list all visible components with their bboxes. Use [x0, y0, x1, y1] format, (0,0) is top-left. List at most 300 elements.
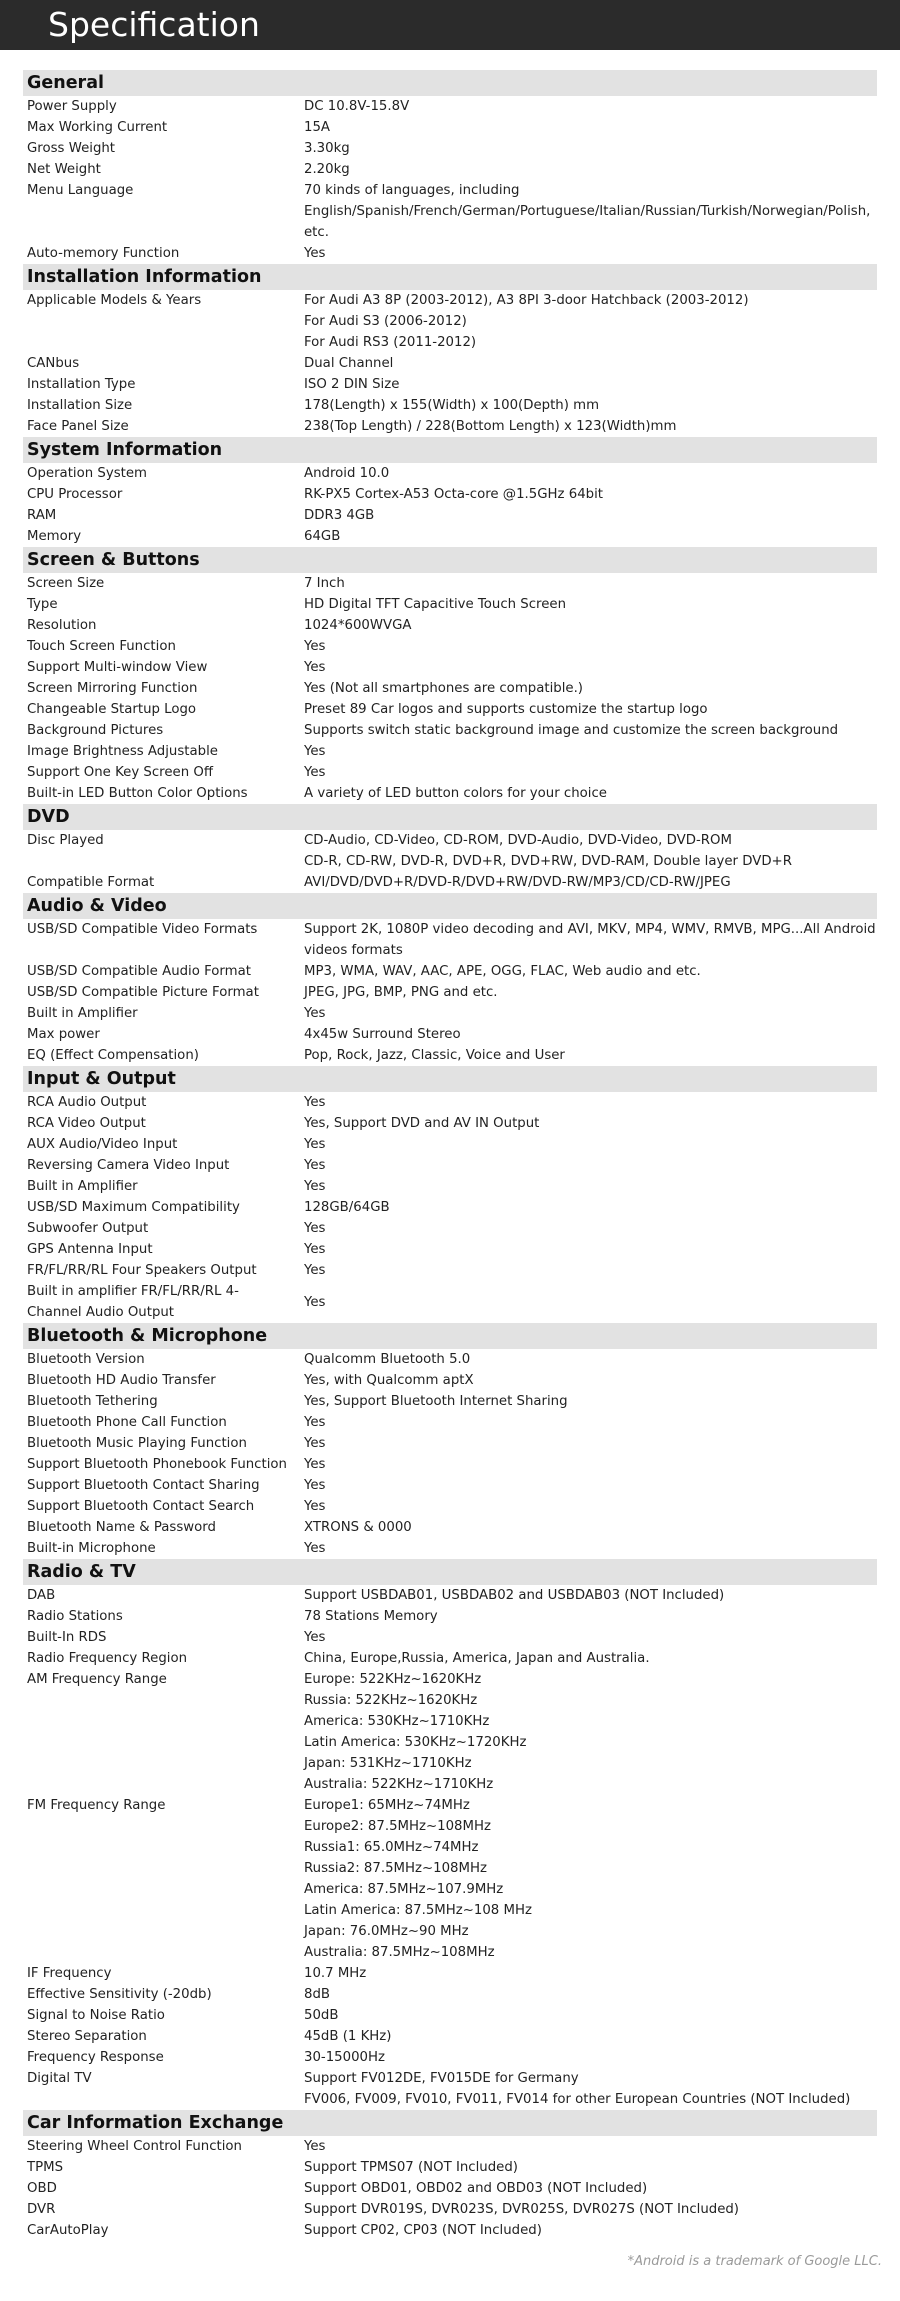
spec-label: Compatible Format	[27, 875, 155, 890]
spec-label: Support Multi-window View	[27, 660, 208, 675]
spec-value	[304, 982, 877, 1003]
section-title: Bluetooth & Microphone	[23, 1323, 877, 1349]
spec-value-line: Support DVR019S, DVR023S, DVR025S, DVR027S (NOT Included)	[304, 2202, 739, 2217]
spec-label: Disc Played	[27, 833, 104, 848]
spec-row	[23, 1433, 877, 1454]
spec-row	[23, 1197, 877, 1218]
spec-value-line: Russia: 522KHz~1620KHz	[304, 1693, 478, 1708]
spec-value-line: America: 87.5MHz~107.9MHz	[304, 1882, 504, 1897]
spec-value	[304, 243, 877, 264]
spec-value-line: Yes	[304, 765, 326, 780]
spec-label: Touch Screen Function	[27, 639, 176, 654]
spec-value-line: Yes	[304, 1436, 326, 1451]
spec-label: Installation Type	[27, 377, 136, 392]
spec-row	[23, 982, 877, 1003]
spec-row	[23, 1370, 877, 1391]
spec-row	[23, 395, 877, 416]
spec-value	[304, 1370, 877, 1391]
spec-value-line: Yes	[304, 1006, 326, 1021]
spec-value-line: Support TPMS07 (NOT Included)	[304, 2160, 518, 2175]
spec-row	[23, 872, 877, 893]
spec-value-line: Yes	[304, 744, 326, 759]
spec-label: Memory	[27, 529, 82, 544]
spec-row	[23, 2157, 877, 2178]
spec-value-line: Japan: 76.0MHz~90 MHz	[304, 1924, 469, 1939]
spec-row	[23, 1606, 877, 1627]
spec-row	[23, 1349, 877, 1370]
spec-row	[23, 961, 877, 982]
spec-label: FM Frequency Range	[27, 1798, 166, 1813]
spec-row	[23, 243, 877, 264]
section-title: Input & Output	[23, 1066, 877, 1092]
spec-row	[23, 657, 877, 678]
spec-value-line: Yes	[304, 1158, 326, 1173]
spec-value-line: Yes	[304, 1221, 326, 1236]
spec-label: Bluetooth Tethering	[27, 1394, 158, 1409]
spec-value-line: etc.	[304, 225, 329, 240]
spec-value	[304, 919, 877, 961]
spec-row	[23, 1155, 877, 1176]
spec-value-line: For Audi A3 8P (2003-2012), A3 8PI 3-door Hatchback (2003-2012)	[304, 293, 749, 308]
spec-label: Gross Weight	[27, 141, 116, 156]
spec-value-line: Yes	[304, 1294, 326, 1310]
spec-value	[304, 1795, 877, 1963]
trademark-note: *Android is a trademark of Google LLC.	[627, 2254, 882, 2269]
spec-value	[304, 1454, 877, 1475]
spec-label: Subwoofer Output	[27, 1221, 149, 1236]
spec-value-line: 50dB	[304, 2008, 339, 2023]
spec-value	[304, 374, 877, 395]
spec-value-line: 178(Length) x 155(Width) x 100(Depth) mm	[304, 398, 600, 413]
spec-row	[23, 1024, 877, 1045]
spec-value	[304, 138, 877, 159]
spec-label: Operation System	[27, 466, 147, 481]
section-title: System Information	[23, 437, 877, 463]
spec-value	[304, 395, 877, 416]
spec-value	[304, 117, 877, 138]
spec-value	[304, 783, 877, 804]
spec-value	[304, 463, 877, 484]
spec-value-line: Yes	[304, 1541, 326, 1556]
spec-row	[23, 1648, 877, 1669]
spec-row	[23, 1984, 877, 2005]
spec-label: Support Bluetooth Contact Search	[27, 1499, 255, 1514]
spec-value-line: Yes	[304, 660, 326, 675]
spec-value-line: English/Spanish/French/German/Portuguese/Italian/Russian/Turkish/Norwegian/Polish,	[304, 204, 871, 219]
spec-value	[304, 1412, 877, 1433]
spec-label: Installation Size	[27, 398, 133, 413]
spec-value	[304, 2199, 877, 2220]
spec-value-line: China, Europe,Russia, America, Japan and Australia.	[304, 1651, 650, 1666]
spec-label: Frequency Response	[27, 2050, 164, 2065]
spec-value	[304, 2220, 877, 2241]
section-title: DVD	[23, 804, 877, 830]
spec-value-line: Preset 89 Car logos and supports customize the startup logo	[304, 702, 708, 717]
spec-value-line: FV006, FV009, FV010, FV011, FV014 for other European Countries (NOT Included)	[304, 2092, 851, 2107]
spec-label: EQ (Effect Compensation)	[27, 1048, 199, 1063]
spec-row	[23, 180, 877, 243]
spec-value	[304, 830, 877, 872]
spec-value	[304, 1003, 877, 1024]
spec-label: Steering Wheel Control Function	[27, 2139, 242, 2154]
spec-row	[23, 783, 877, 804]
spec-label: Built-In RDS	[27, 1630, 107, 1645]
spec-value-line: 2.20kg	[304, 162, 350, 177]
spec-value	[304, 872, 877, 893]
spec-value	[304, 1963, 877, 1984]
spec-value	[304, 1113, 877, 1134]
spec-row	[23, 290, 877, 353]
spec-row	[23, 2047, 877, 2068]
spec-value-line: Yes	[304, 1137, 326, 1152]
spec-value-line: Yes	[304, 2139, 326, 2154]
spec-row	[23, 1113, 877, 1134]
spec-row	[23, 463, 877, 484]
spec-row	[23, 353, 877, 374]
spec-label: Effective Sensitivity (-20db)	[27, 1987, 212, 2002]
spec-value	[304, 416, 877, 437]
spec-value-line: Supports switch static background image and customize the screen background	[304, 723, 839, 738]
spec-label: Radio Stations	[27, 1609, 123, 1624]
spec-value-line: Yes	[304, 1499, 326, 1514]
spec-value-line: videos formats	[304, 943, 403, 958]
spec-label: CANbus	[27, 356, 80, 371]
spec-row	[23, 96, 877, 117]
spec-value	[304, 1024, 877, 1045]
spec-value	[304, 1984, 877, 2005]
spec-value-line: DC 10.8V-15.8V	[304, 99, 410, 114]
spec-row	[23, 1475, 877, 1496]
spec-value-line: America: 530KHz~1710KHz	[304, 1714, 490, 1729]
spec-row	[23, 2068, 877, 2110]
spec-value-line: 3.30kg	[304, 141, 350, 156]
spec-value-line: Latin America: 530KHz~1720KHz	[304, 1735, 527, 1750]
spec-label: RCA Audio Output	[27, 1095, 147, 1110]
spec-row	[23, 505, 877, 526]
spec-row	[23, 762, 877, 783]
spec-label: Max power	[27, 1027, 100, 1042]
spec-label: Support Bluetooth Phonebook Function	[27, 1457, 287, 1472]
spec-value-line: Support 2K, 1080P video decoding and AVI, MKV, MP4, WMV, RMVB, MPG...All Android	[304, 922, 876, 937]
spec-value-line: Yes	[304, 1242, 326, 1257]
spec-row	[23, 720, 877, 741]
spec-value-line: Russia2: 87.5MHz~108MHz	[304, 1861, 487, 1876]
spec-row	[23, 2220, 877, 2241]
spec-value	[304, 180, 877, 243]
spec-row	[23, 1260, 877, 1281]
spec-label: Radio Frequency Region	[27, 1651, 188, 1666]
spec-value-line: MP3, WMA, WAV, AAC, APE, OGG, FLAC, Web audio and etc.	[304, 964, 701, 979]
spec-row	[23, 1391, 877, 1412]
spec-value-line: CD-Audio, CD-Video, CD-ROM, DVD-Audio, DVD-Video, DVD-ROM	[304, 833, 732, 848]
spec-row	[23, 2136, 877, 2157]
spec-value	[304, 2068, 877, 2110]
spec-value	[304, 1045, 877, 1066]
spec-row	[23, 159, 877, 180]
spec-value-line: Support OBD01, OBD02 and OBD03 (NOT Included)	[304, 2181, 648, 2196]
section-title: Installation Information	[23, 264, 877, 290]
spec-value	[304, 1606, 877, 1627]
spec-value-line: HD Digital TFT Capacitive Touch Screen	[304, 597, 567, 612]
spec-value	[304, 741, 877, 762]
spec-label: Background Pictures	[27, 723, 164, 738]
spec-value-line: Yes	[304, 1457, 326, 1472]
spec-value	[304, 2026, 877, 2047]
spec-value-line: Yes	[304, 1179, 326, 1194]
spec-value-line: Yes	[304, 1263, 326, 1278]
spec-row	[23, 1218, 877, 1239]
spec-value-line: 1024*600WVGA	[304, 618, 412, 633]
spec-row	[23, 117, 877, 138]
spec-value-line: XTRONS & 0000	[304, 1520, 412, 1535]
spec-value-line: Japan: 531KHz~1710KHz	[304, 1756, 472, 1771]
spec-value	[304, 1218, 877, 1239]
spec-label: Resolution	[27, 618, 97, 633]
spec-label: Support One Key Screen Off	[27, 765, 213, 780]
spec-label: OBD	[27, 2181, 57, 2196]
spec-value	[304, 573, 877, 594]
spec-value	[304, 484, 877, 505]
spec-label: Stereo Separation	[27, 2029, 147, 2044]
spec-label: CPU Processor	[27, 487, 123, 502]
spec-label: TPMS	[27, 2160, 64, 2175]
spec-row	[23, 1281, 877, 1323]
spec-value-line: Pop, Rock, Jazz, Classic, Voice and User	[304, 1048, 565, 1063]
spec-value-line: Dual Channel	[304, 356, 394, 371]
spec-row	[23, 678, 877, 699]
spec-row	[23, 1496, 877, 1517]
spec-value-line: For Audi RS3 (2011-2012)	[304, 335, 477, 350]
spec-value-line: For Audi S3 (2006-2012)	[304, 314, 467, 329]
spec-label: GPS Antenna Input	[27, 1242, 153, 1257]
spec-value-line: 64GB	[304, 529, 341, 544]
spec-value	[304, 1239, 877, 1260]
spec-value-line: Yes (Not all smartphones are compatible.)	[304, 681, 583, 696]
spec-label: USB/SD Compatible Picture Format	[27, 985, 259, 1000]
spec-value	[304, 1092, 877, 1113]
spec-value-line: 78 Stations Memory	[304, 1609, 438, 1624]
spec-value-line: Yes	[304, 1478, 326, 1493]
spec-label: CarAutoPlay	[27, 2223, 109, 2238]
spec-value	[304, 1517, 877, 1538]
section-title: Car Information Exchange	[23, 2110, 877, 2136]
spec-row	[23, 573, 877, 594]
spec-value	[304, 1648, 877, 1669]
spec-value-line: 45dB (1 KHz)	[304, 2029, 392, 2044]
spec-label: USB/SD Compatible Audio Format	[27, 964, 251, 979]
spec-label: Applicable Models & Years	[27, 293, 202, 308]
spec-row	[23, 2005, 877, 2026]
spec-value-line: Yes, Support Bluetooth Internet Sharing	[304, 1394, 568, 1409]
spec-label: Screen Mirroring Function	[27, 681, 198, 696]
spec-value-line: 238(Top Length) / 228(Bottom Length) x 123(Width)mm	[304, 419, 677, 434]
spec-row	[23, 1134, 877, 1155]
spec-value-line: Europe1: 65MHz~74MHz	[304, 1798, 470, 1813]
spec-label: Bluetooth HD Audio Transfer	[27, 1373, 216, 1388]
spec-value-line: 15A	[304, 120, 331, 135]
spec-row	[23, 1412, 877, 1433]
spec-value	[304, 1538, 877, 1559]
spec-label: Support Bluetooth Contact Sharing	[27, 1478, 260, 1493]
spec-row	[23, 1795, 877, 1963]
spec-value-line: ISO 2 DIN Size	[304, 377, 400, 392]
spec-value	[304, 2157, 877, 2178]
spec-label: RCA Video Output	[27, 1116, 146, 1131]
spec-label: Bluetooth Music Playing Function	[27, 1436, 247, 1451]
spec-row	[23, 1627, 877, 1648]
spec-label: Signal to Noise Ratio	[27, 2008, 165, 2023]
spec-value-line: JPEG, JPG, BMP, PNG and etc.	[304, 985, 498, 1000]
spec-row	[23, 484, 877, 505]
spec-row	[23, 526, 877, 547]
spec-value-line: 128GB/64GB	[304, 1200, 390, 1215]
spec-label: Built in amplifier FR/FL/RR/RL 4-Channel Audio Output	[27, 1284, 239, 1320]
spec-row	[23, 2026, 877, 2047]
spec-label: Bluetooth Name & Password	[27, 1520, 216, 1535]
spec-row	[23, 1585, 877, 1606]
spec-value	[304, 1475, 877, 1496]
spec-value-line: Support FV012DE, FV015DE for Germany	[304, 2071, 579, 2086]
spec-row	[23, 416, 877, 437]
spec-value-line: Yes	[304, 1415, 326, 1430]
spec-value	[304, 615, 877, 636]
spec-row	[23, 2199, 877, 2220]
spec-value	[304, 2136, 877, 2157]
spec-value	[304, 1391, 877, 1412]
spec-label: DVR	[27, 2202, 56, 2217]
spec-row	[23, 699, 877, 720]
spec-value	[304, 961, 877, 982]
spec-value	[304, 1134, 877, 1155]
spec-value	[304, 762, 877, 783]
page-header	[0, 0, 900, 50]
spec-row	[23, 636, 877, 657]
spec-row	[23, 374, 877, 395]
spec-value-line: 7 Inch	[304, 576, 345, 591]
spec-value-line: DDR3 4GB	[304, 508, 375, 523]
spec-label: Image Brightness Adjustable	[27, 744, 218, 759]
spec-row	[23, 919, 877, 961]
spec-value	[304, 2047, 877, 2068]
spec-value	[304, 1496, 877, 1517]
page-title: Specification	[48, 5, 260, 44]
spec-label: Reversing Camera Video Input	[27, 1158, 230, 1173]
spec-value-line: Qualcomm Bluetooth 5.0	[304, 1352, 471, 1367]
spec-value	[304, 699, 877, 720]
spec-value-line: A variety of LED button colors for your choice	[304, 786, 607, 801]
spec-table	[23, 70, 877, 2241]
section-title: Screen & Buttons	[23, 547, 877, 573]
spec-value-line: Russia1: 65.0MHz~74MHz	[304, 1840, 479, 1855]
spec-row	[23, 741, 877, 762]
spec-label: Face Panel Size	[27, 419, 129, 434]
spec-row	[23, 1963, 877, 1984]
spec-value	[304, 657, 877, 678]
spec-value	[304, 159, 877, 180]
spec-value	[304, 1433, 877, 1454]
spec-value-line: Europe: 522KHz~1620KHz	[304, 1672, 482, 1687]
spec-value	[304, 96, 877, 117]
spec-row	[23, 2178, 877, 2199]
spec-label: Menu Language	[27, 183, 134, 198]
spec-value-line: RK-PX5 Cortex-A53 Octa-core @1.5GHz 64bit	[304, 487, 604, 502]
spec-value-line: AVI/DVD/DVD+R/DVD-R/DVD+RW/DVD-RW/MP3/CD/CD-RW/JPEG	[304, 875, 731, 890]
spec-value-line: 8dB	[304, 1987, 331, 2002]
spec-value-line: CD-R, CD-RW, DVD-R, DVD+R, DVD+RW, DVD-RAM, Double layer DVD+R	[304, 854, 792, 869]
spec-row	[23, 1669, 877, 1795]
spec-value-line: 70 kinds of languages, including	[304, 183, 520, 198]
spec-value-line: 30-15000Hz	[304, 2050, 385, 2065]
spec-value	[304, 353, 877, 374]
spec-row	[23, 1517, 877, 1538]
spec-value-line: Australia: 522KHz~1710KHz	[304, 1777, 494, 1792]
section-title: Radio & TV	[23, 1559, 877, 1585]
spec-label: AUX Audio/Video Input	[27, 1137, 178, 1152]
spec-value	[304, 594, 877, 615]
section-title: General	[23, 70, 877, 96]
spec-value	[304, 505, 877, 526]
section-title: Audio & Video	[23, 893, 877, 919]
spec-value	[304, 526, 877, 547]
spec-row	[23, 138, 877, 159]
spec-label: USB/SD Maximum Compatibility	[27, 1200, 240, 1215]
spec-label: Bluetooth Phone Call Function	[27, 1415, 227, 1430]
spec-label: Auto-memory Function	[27, 246, 180, 261]
spec-row	[23, 1538, 877, 1559]
spec-label: Power Supply	[27, 99, 117, 114]
spec-value	[304, 1176, 877, 1197]
spec-value	[304, 1585, 877, 1606]
spec-label: USB/SD Compatible Video Formats	[27, 922, 258, 937]
spec-value	[304, 290, 877, 353]
spec-label: IF Frequency	[27, 1966, 112, 1981]
spec-row	[23, 1239, 877, 1260]
spec-label: Digital TV	[27, 2071, 92, 2086]
spec-value-line: Yes	[304, 1095, 326, 1110]
spec-value-line: 10.7 MHz	[304, 1966, 367, 1981]
spec-label: Built in Amplifier	[27, 1179, 138, 1194]
spec-label: FR/FL/RR/RL Four Speakers Output	[27, 1263, 257, 1278]
spec-value-line: Europe2: 87.5MHz~108MHz	[304, 1819, 491, 1834]
spec-label: Screen Size	[27, 576, 105, 591]
spec-row	[23, 1176, 877, 1197]
spec-value	[304, 636, 877, 657]
spec-value-line: Android 10.0	[304, 466, 390, 481]
spec-row	[23, 1454, 877, 1475]
spec-row	[23, 1092, 877, 1113]
spec-value	[304, 1627, 877, 1648]
spec-value-line: Australia: 87.5MHz~108MHz	[304, 1945, 495, 1960]
spec-label: Type	[27, 597, 58, 612]
spec-row	[23, 1003, 877, 1024]
spec-value	[304, 1281, 877, 1323]
spec-value-line: 4x45w Surround Stereo	[304, 1027, 461, 1042]
spec-value	[304, 2178, 877, 2199]
spec-value	[304, 720, 877, 741]
spec-label: DAB	[27, 1588, 56, 1603]
spec-value-line: Yes	[304, 1630, 326, 1645]
spec-row	[23, 830, 877, 872]
spec-label: Built-in Microphone	[27, 1541, 156, 1556]
spec-label: Built in Amplifier	[27, 1006, 138, 1021]
spec-value-line: Latin America: 87.5MHz~108 MHz	[304, 1903, 532, 1918]
spec-value-line: Yes	[304, 639, 326, 654]
spec-value-line: Yes, Support DVD and AV IN Output	[304, 1116, 540, 1131]
spec-value	[304, 1349, 877, 1370]
spec-value	[304, 1155, 877, 1176]
spec-label: Bluetooth Version	[27, 1352, 145, 1367]
spec-row	[23, 594, 877, 615]
